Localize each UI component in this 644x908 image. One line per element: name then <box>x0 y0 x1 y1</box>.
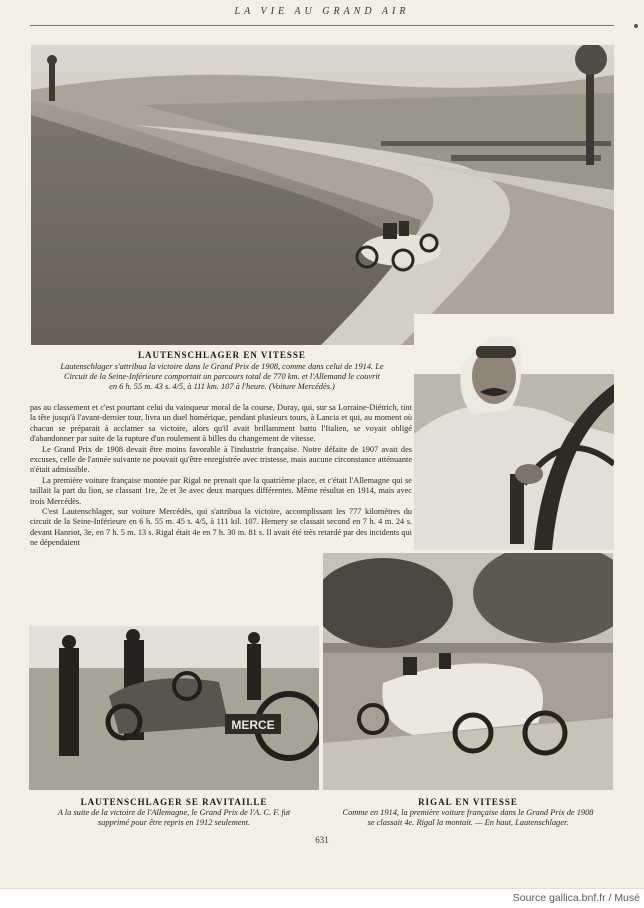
caption-line: en 6 h. 55 m. 43 s. 4/5, à 111 km. 107 à l'heure. (Voiture Mercédès.) <box>109 382 335 391</box>
article-paragraph: La première voiture française montée par Rigal ne prenait que la quatrième place, et c'était l'Allemagne qui se taillait la part du lion, se classant 1re, 2e et 3e avec deux marques différentes. Même résultat en 1914, mais avec trois Mercédès. <box>30 475 412 506</box>
caption-title-rigal: RIGAL EN VITESSE <box>418 797 518 807</box>
photo-lautenschlager-road <box>31 45 614 345</box>
article-body <box>30 403 412 549</box>
article-paragraph: Le Grand Prix de 1908 devait être moins favorable à l'industrie française. Notre défaite de 1907 avait des excuses, celle de l'année suivante ne pouvait qu'être enregistrée avec tristesse, mais aucune circonstance atténuante n'était admissible. <box>30 444 412 475</box>
header-rule <box>30 25 614 26</box>
caption-line: se classait 4e. Rigal la montait. — En haut, Lautenschlager. <box>367 818 569 827</box>
caption-rigal <box>323 808 613 828</box>
caption-line: Comme en 1914, la première voiture française dans le Grand Prix de 1908 <box>342 808 594 817</box>
caption-line: supprimé pour être repris en 1912 seulement. <box>97 818 251 827</box>
page-edge-mark <box>634 24 638 28</box>
mercedes-sign-text: MERCE <box>231 718 275 732</box>
source-footer-bar <box>0 888 644 908</box>
photo-refuelling <box>29 626 319 790</box>
article-paragraph: pas au classement et c'est pourtant celui du vainqueur moral de la course, Duray, qui, sur sa Lorraine-Diétrich, tint la tête jusqu'à l'avant-dernier tour, livra un duel homérique, pendant plusieurs tours, à Lancia et qui, au moment où chacun se préparait à acclamer sa victoire, alors qu'il avait brillamment battu l'Italien, se voyait obligé d'abandonner par suite de la rupture d'un roulement à billes du changement de vitesse. <box>30 403 412 444</box>
source-link[interactable]: Source gallica.bnf.fr / Musé <box>512 892 640 904</box>
caption-title-top: LAUTENSCHLAGER EN VITESSE <box>138 350 306 360</box>
article-paragraph: C'est Lautenschlager, sur voiture Mercédès, qui s'attribua la victoire, accomplissant les 777 kilomètres du circuit de la Seine-Inférieure en 6 h. 55 m. 45 s. 4/5, à 111 kil. 107. Hemery se classait second en 7 h. 4 m. 24 s. devant Hanriot, 3e, en 7 h. 5 m. 13 s. Rigal était 4e en 7 h. 30 m. 81 s. Il avait été très retardé par des incidents qui ne dépendaient <box>30 507 412 548</box>
page-number: 631 <box>315 835 329 845</box>
caption-title-refuelling: LAUTENSCHLAGER SE RAVITAILLE <box>80 797 268 807</box>
caption-line: Circuit de la Seine-Inférieure comportait un parcours total de 770 km. et l'Allemand le couvrit <box>63 372 381 381</box>
caption-line: A la suite de la victoire de l'Allemagne, le Grand Prix de l'A. C. F. fut <box>57 808 291 817</box>
caption-refuelling <box>29 808 319 828</box>
photo-lautenschlager-portrait <box>414 314 614 550</box>
photo-rigal <box>323 553 613 790</box>
caption-line: Lautenschlager s'attribua la victoire dans le Grand Prix de 1908, comme dans celui de 1914. Le <box>60 362 384 371</box>
caption-top <box>30 362 414 392</box>
running-title: LA VIE AU GRAND AIR <box>234 6 410 17</box>
